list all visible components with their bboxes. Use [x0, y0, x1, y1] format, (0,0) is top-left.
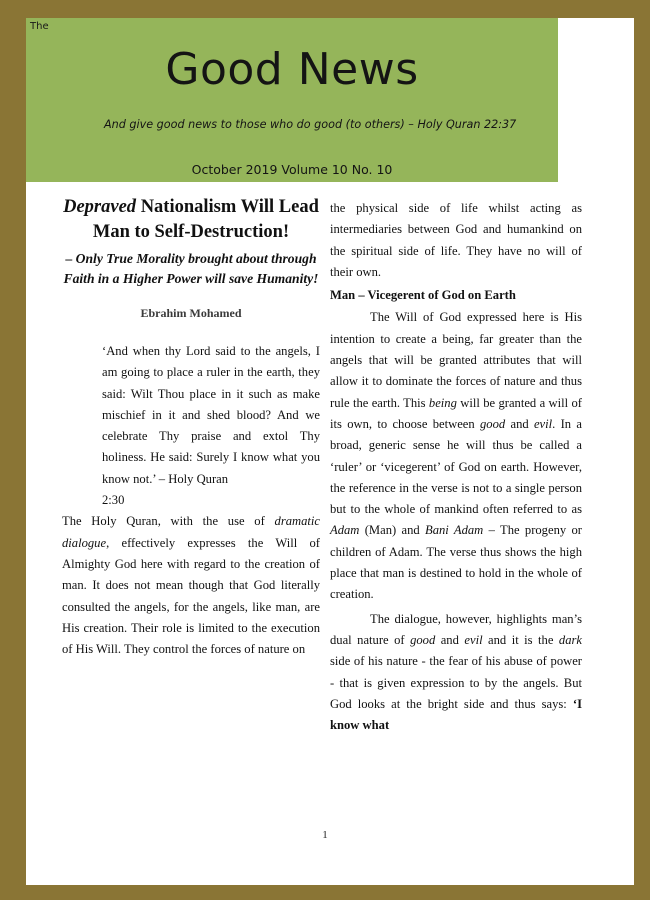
p2-em2: good: [479, 416, 506, 431]
p2-em4: Adam: [330, 523, 360, 538]
p3-d: side of his nature - the fear of his abuse of power - that is given expression to by the angels. But God looks at the bright side and thus says:: [330, 654, 582, 711]
right-column: [330, 198, 582, 736]
p2-a: The Will of God expressed here is His intention to create a being, far greater than the angels that will be granted attributes that will allow it to dominate the forces of nature and thus rule the earth. This: [330, 310, 582, 410]
article-headline: [62, 195, 320, 245]
masthead-prefix: The: [30, 21, 49, 32]
p2-em3: evil: [533, 416, 553, 431]
author-byline: Ebrahim Mohamed: [140, 306, 242, 320]
p2-f: – The progeny or children of Adam. The verse thus shows the high place that man is destined to hold in the whole of creation.: [330, 523, 582, 602]
headline-italic: Depraved: [63, 197, 137, 217]
article-subheadline: – Only True Morality brought about through Faith in a Higher Power will save Humanity!: [63, 251, 319, 286]
headline-rest: Nationalism Will Lead Man to Self-Destruction!: [92, 197, 319, 242]
left-column: [62, 195, 320, 660]
paragraph-1-continued: the physical side of life whilst acting as intermediaries between God and humankind on the spiritual side of life. They have no will of their own.: [330, 201, 582, 279]
p3-b: and: [435, 632, 465, 647]
p3-a: The dialogue, however, highlights man’s dual nature of: [330, 611, 582, 647]
newsletter-title: Good News: [165, 44, 419, 95]
paragraph-2: [330, 307, 582, 605]
p3-em2: evil: [464, 632, 483, 647]
paragraph-1-emphasis: dramatic dialogue: [62, 514, 320, 550]
quote-text: ‘And when thy Lord said to the angels, I am going to place a ruler in the earth, they said: Wilt Thou place in it such as make mischief in it and shed blood? And we celebrate Thy praise and extol Thy holiness. He said: Surely I know what you know not.’ – Holy Quran: [102, 344, 320, 486]
p3-em3: dark: [558, 632, 582, 647]
p2-em5: Bani Adam: [425, 523, 484, 538]
masthead: [26, 18, 558, 182]
paragraph-1-text-a: The Holy Quran, with the use of: [62, 514, 275, 529]
p2-c: and: [505, 416, 534, 431]
paragraph-3: [330, 609, 582, 737]
section-title: Man – Vicegerent of God on Earth: [330, 288, 516, 303]
p3-em1: good: [410, 632, 436, 647]
quote-reference: 2:30: [102, 493, 125, 508]
paragraph-1: [62, 511, 320, 660]
tagline: And give good news to those who do good (to others) – Holy Quran 22:37: [104, 118, 517, 131]
p2-em1: being: [428, 395, 457, 410]
p3-c: and it is the: [482, 632, 559, 647]
p2-b: will be granted a will of its own, to choose between: [330, 395, 582, 431]
scripture-quote: [102, 341, 320, 511]
p2-e: (Man) and: [359, 523, 426, 538]
page-number: 1: [322, 829, 328, 841]
issue-info: October 2019 Volume 10 No. 10: [191, 162, 393, 177]
p3-strong: ‘I know what: [330, 696, 582, 733]
paragraph-1-text-b: , effectively expresses the Will of Almighty God here with regard to the creation of man. It does not mean though that God literally consulted the angels, for the angels, like man, are His creation. Their role is limited to the execution of His Will. They control the forces of nature on: [62, 535, 320, 657]
p2-d: . In a broad, generic sense he will thus be called a ‘ruler’ or ‘vicegerent’ of God on earth. However, the reference in the verse is not to a single person but to the whole of mankind often referred to as: [330, 416, 582, 517]
